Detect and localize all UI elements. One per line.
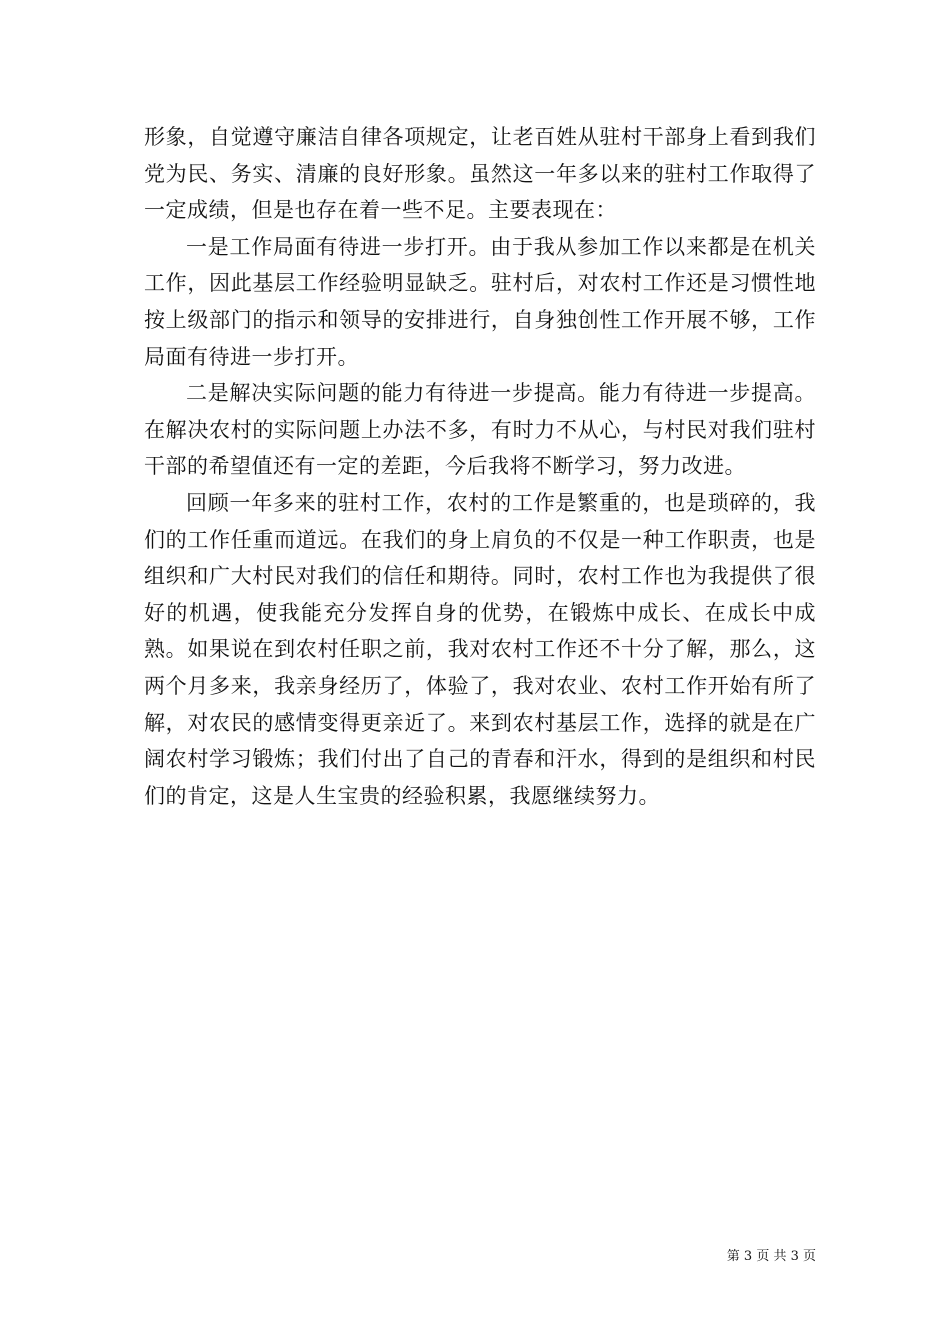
paragraph-continuation: 形象，自觉遵守廉洁自律各项规定，让老百姓从驻村干部身上看到我们党为民、务实、清廉的良好形象。虽然这一年多以来的驻村工作取得了一定成绩，但是也存在着一些不足。主要表现在：	[144, 125, 816, 223]
page-number-footer: 第 3 页 共 3 页	[726, 1249, 816, 1264]
paragraph-shortcoming-one: 一是工作局面有待进一步打开。由于我从参加工作以来都是在机关工作，因此基层工作经验明显缺乏。驻村后，对农村工作还是习惯性地按上级部门的指示和领导的安排进行，自身独创性工作开展不够，工作局面有待进一步打开。	[144, 234, 816, 369]
document-body	[144, 119, 816, 814]
paragraph-shortcoming-two: 二是解决实际问题的能力有待进一步提高。能力有待进一步提高。在解决农村的实际问题上办法不多，有时力不从心，与村民对我们驻村干部的希望值还有一定的差距，今后我将不断学习，努力改进。	[144, 381, 816, 479]
paragraph-review: 回顾一年多来的驻村工作，农村的工作是繁重的，也是琐碎的，我们的工作任重而道远。在我们的身上肩负的不仅是一种工作职责，也是组织和广大村民对我们的信任和期待。同时，农村工作也为我提供了很好的机遇，使我能充分发挥自身的优势，在锻炼中成长、在成长中成熟。如果说在到农村任职之前，我对农村工作还不十分了解，那么，这两个月多来，我亲身经历了，体验了，我对农业、农村工作开始有所了解，对农民的感情变得更亲近了。来到农村基层工作，选择的就是在广阔农村学习锻炼；我们付出了自己的青春和汗水，得到的是组织和村民们的肯定，这是人生宝贵的经验积累，我愿继续努力。	[144, 490, 816, 808]
